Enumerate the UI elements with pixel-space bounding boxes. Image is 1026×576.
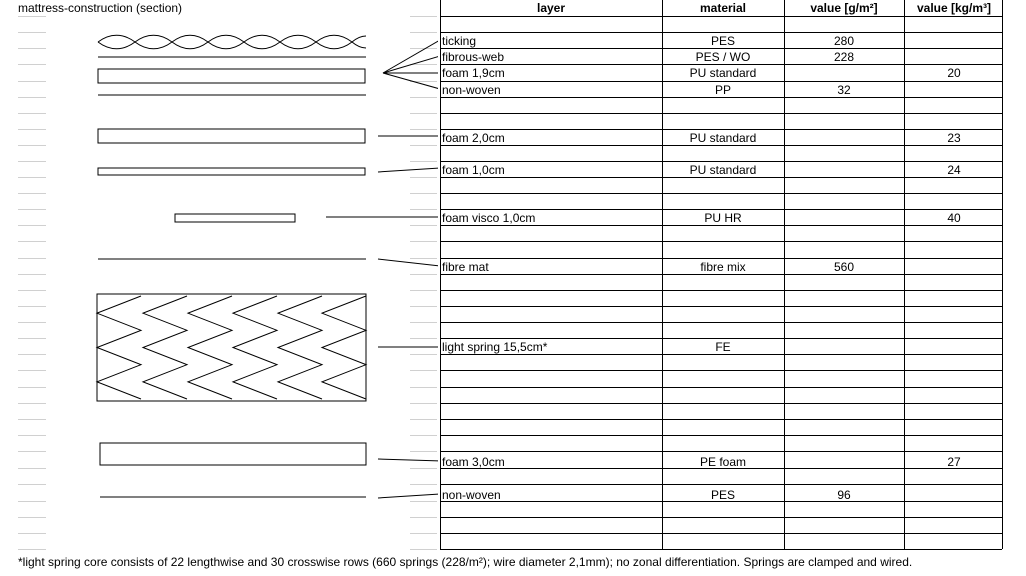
row-layer: foam 3,0cm	[442, 455, 505, 469]
row-value-kgm3: 27	[947, 455, 961, 469]
row-value-gm2: 560	[833, 260, 855, 274]
row-layer: foam visco 1,0cm	[442, 211, 536, 225]
row-layer: ticking	[442, 34, 477, 48]
row-material: PP	[714, 83, 731, 97]
footnote: *light spring core consists of 22 lengthwise and 30 crosswise rows (660 springs (228/m²); wire diameter 2,1mm); no zonal differentiation. Springs are clamped and wired.	[18, 555, 913, 569]
foam-30-rect	[100, 443, 366, 465]
row-material: PU standard	[689, 163, 757, 177]
header-value-gm2: value [g/m²]	[810, 1, 878, 15]
row-value-kgm3: 40	[947, 211, 961, 225]
header-value-kgm3: value [kg/m³]	[916, 1, 991, 15]
row-value-gm2: 228	[833, 50, 855, 64]
section-drawing	[0, 0, 438, 576]
sheet-title: mattress-construction (section)	[18, 1, 183, 15]
foam-visco-rect	[175, 214, 295, 222]
row-value-gm2: 32	[837, 83, 851, 97]
row-layer: fibrous-web	[442, 50, 505, 64]
row-layer: non-woven	[442, 488, 501, 502]
row-layer: non-woven	[442, 83, 501, 97]
header-material: material	[699, 1, 747, 15]
foam-19-rect	[98, 69, 365, 83]
leader-lines	[326, 40, 438, 498]
row-value-gm2: 96	[837, 488, 851, 502]
row-value-kgm3: 24	[947, 163, 961, 177]
row-material: PE foam	[699, 455, 747, 469]
row-value-kgm3: 20	[947, 66, 961, 80]
row-layer: fibre mat	[442, 260, 489, 274]
row-layer: light spring 15,5cm*	[442, 340, 548, 354]
row-material: PES	[710, 34, 735, 48]
row-material: PU standard	[689, 131, 757, 145]
row-material: PU standard	[689, 66, 757, 80]
header-layer: layer	[536, 1, 566, 15]
row-material: fibre mix	[700, 260, 746, 274]
row-layer: foam 1,0cm	[442, 163, 505, 177]
row-layer: foam 1,9cm	[442, 66, 505, 80]
foam-20-rect	[98, 129, 365, 143]
row-material: PES	[710, 488, 735, 502]
row-material: PU HR	[704, 211, 742, 225]
row-value-kgm3: 23	[947, 131, 961, 145]
row-material: FE	[715, 340, 731, 354]
row-layer: foam 2,0cm	[442, 131, 505, 145]
row-value-gm2: 280	[833, 34, 855, 48]
row-material: PES / WO	[695, 50, 751, 64]
spring-core-symbol	[97, 294, 366, 401]
foam-10-rect	[98, 168, 365, 175]
ticking-symbol	[98, 35, 366, 49]
